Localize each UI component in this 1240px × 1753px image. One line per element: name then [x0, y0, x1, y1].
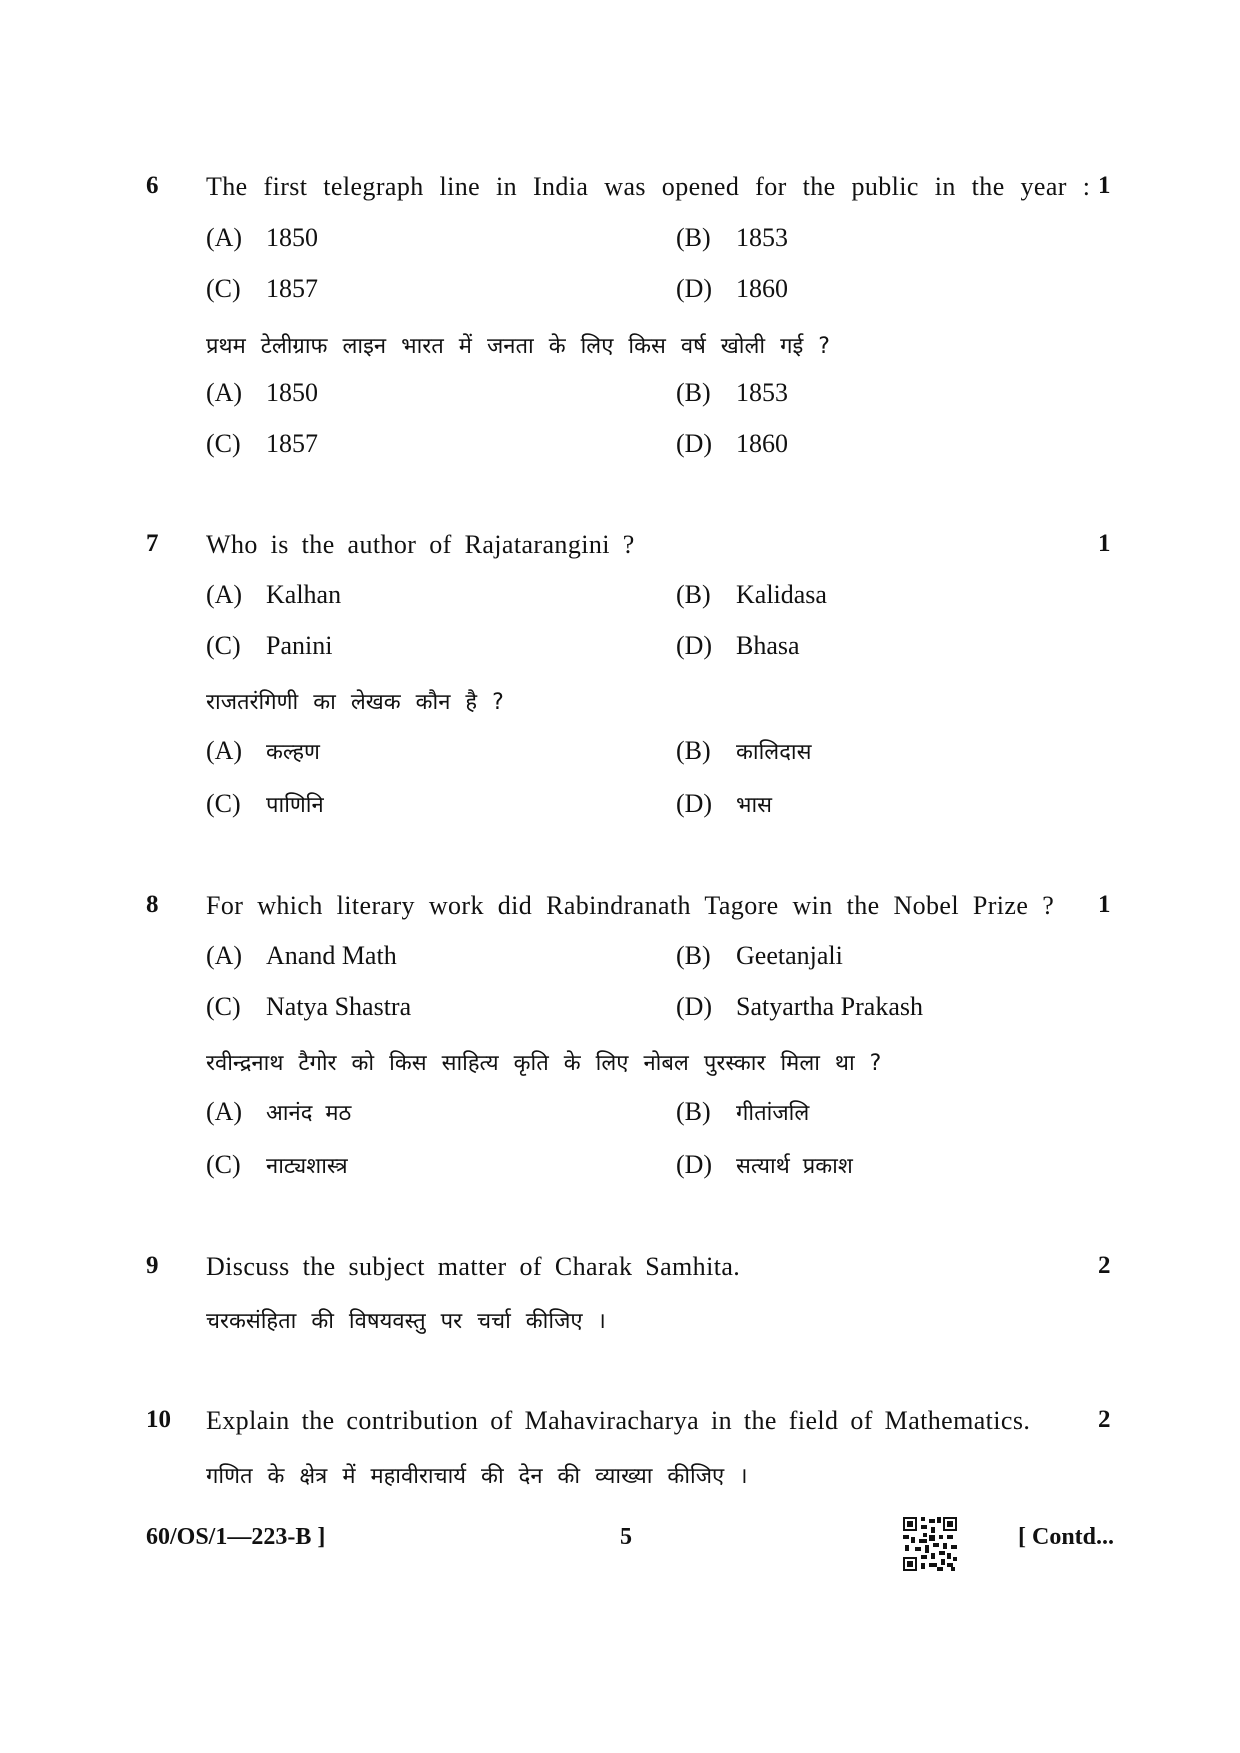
- option-value: Kalhan: [266, 580, 342, 609]
- option-d-hi: [676, 789, 772, 819]
- option-c-en: [206, 992, 411, 1022]
- option-c-en: [206, 274, 318, 304]
- option-value: 1850: [266, 223, 318, 252]
- option-value: 1857: [266, 274, 318, 303]
- option-a-hi: [206, 1097, 351, 1127]
- option-a-hi: [206, 736, 320, 766]
- option-label: (D): [676, 631, 713, 660]
- option-value: भास: [736, 793, 773, 818]
- option-d-en: [676, 631, 800, 661]
- option-value: Anand Math: [266, 941, 397, 970]
- question-marks: 1: [1098, 891, 1111, 918]
- option-label: (C): [206, 1150, 241, 1179]
- option-value: पाणिनि: [266, 793, 324, 818]
- option-label: (A): [206, 223, 243, 252]
- option-c-hi: [206, 789, 324, 819]
- option-label: (C): [206, 992, 241, 1021]
- option-c-hi: [206, 429, 318, 459]
- option-value: कल्हण: [266, 740, 320, 765]
- option-a-hi: [206, 378, 318, 408]
- option-label: (B): [676, 736, 711, 765]
- option-label: (D): [676, 789, 713, 818]
- option-value: Kalidasa: [736, 580, 827, 609]
- option-value: Natya Shastra: [266, 992, 412, 1021]
- option-d-hi: [676, 429, 788, 459]
- option-label: (A): [206, 736, 243, 765]
- option-label: (A): [206, 1097, 243, 1126]
- question-text-en: For which literary work did Rabindranath Tagore win the Nobel Prize ?: [206, 891, 1055, 920]
- question-text-hi: राजतरंगिणी का लेखक कौन है ?: [206, 690, 504, 715]
- option-label: (C): [206, 789, 241, 818]
- option-label: (B): [676, 378, 711, 407]
- option-b-en: [676, 941, 843, 971]
- option-b-hi: [676, 736, 811, 766]
- option-label: (B): [676, 1097, 711, 1126]
- option-label: (B): [676, 941, 711, 970]
- option-c-hi: [206, 1150, 348, 1180]
- option-value: Panini: [266, 631, 333, 660]
- question-text-hi: गणित के क्षेत्र में महावीराचार्य की देन की व्याख्या कीजिए ।: [206, 1464, 748, 1489]
- option-label: (D): [676, 992, 713, 1021]
- question-marks: 2: [1098, 1406, 1111, 1433]
- option-a-en: [206, 941, 397, 971]
- question-text-hi: प्रथम टेलीग्राफ लाइन भारत में जनता के लिए किस वर्ष खोली गई ?: [206, 334, 830, 359]
- question-number: 10: [146, 1406, 171, 1433]
- question-text-en: Discuss the subject matter of Charak Samhita.: [206, 1252, 741, 1281]
- question-text-hi: चरकसंहिता की विषयवस्तु पर चर्चा कीजिए ।: [206, 1309, 606, 1334]
- paper-code: 60/OS/1—223-B ]: [146, 1524, 326, 1550]
- option-d-hi: [676, 1150, 853, 1180]
- option-label: (C): [206, 429, 241, 458]
- question-marks: 1: [1098, 172, 1111, 199]
- question-number: 8: [146, 891, 159, 918]
- option-label: (B): [676, 580, 711, 609]
- option-c-en: [206, 631, 332, 661]
- option-value: 1850: [266, 378, 318, 407]
- qr-code-icon: [903, 1517, 957, 1571]
- option-label: (A): [206, 580, 243, 609]
- option-d-en: [676, 992, 923, 1022]
- option-value: सत्यार्थ प्रकाश: [736, 1154, 853, 1179]
- option-value: 1860: [736, 274, 788, 303]
- option-label: (B): [676, 223, 711, 252]
- question-number: 7: [146, 530, 159, 557]
- option-value: 1860: [736, 429, 788, 458]
- option-value: गीतांजलि: [736, 1101, 810, 1126]
- continued-label: [ Contd...: [1018, 1524, 1115, 1550]
- option-label: (D): [676, 1150, 713, 1179]
- option-label: (A): [206, 941, 243, 970]
- option-label: (C): [206, 631, 241, 660]
- option-a-en: [206, 580, 341, 610]
- option-label: (C): [206, 274, 241, 303]
- option-b-hi: [676, 1097, 809, 1127]
- option-value: 1853: [736, 378, 788, 407]
- question-text-en: Who is the author of Rajatarangini ?: [206, 530, 635, 559]
- option-value: 1853: [736, 223, 788, 252]
- option-b-hi: [676, 378, 788, 408]
- option-b-en: [676, 223, 788, 253]
- page-number: 5: [620, 1524, 632, 1550]
- question-text-en: Explain the contribution of Mahaviracharya in the field of Mathematics.: [206, 1406, 1031, 1435]
- question-number: 9: [146, 1252, 159, 1279]
- question-marks: 1: [1098, 530, 1111, 557]
- question-text-en: The first telegraph line in India was opened for the public in the year :: [206, 172, 1091, 201]
- option-a-en: [206, 223, 318, 253]
- option-value: नाट्यशास्त्र: [266, 1154, 348, 1179]
- option-value: आनंद मठ: [266, 1101, 352, 1126]
- option-label: (D): [676, 274, 713, 303]
- option-value: Geetanjali: [736, 941, 843, 970]
- option-label: (D): [676, 429, 713, 458]
- question-text-hi: रवीन्द्रनाथ टैगोर को किस साहित्य कृति के लिए नोबल पुरस्कार मिला था ?: [206, 1051, 882, 1076]
- option-value: Bhasa: [736, 631, 800, 660]
- option-d-en: [676, 274, 788, 304]
- question-number: 6: [146, 172, 159, 199]
- option-value: Satyartha Prakash: [736, 992, 924, 1021]
- option-label: (A): [206, 378, 243, 407]
- question-marks: 2: [1098, 1252, 1111, 1279]
- option-b-en: [676, 580, 827, 610]
- option-value: कालिदास: [736, 740, 812, 765]
- option-value: 1857: [266, 429, 318, 458]
